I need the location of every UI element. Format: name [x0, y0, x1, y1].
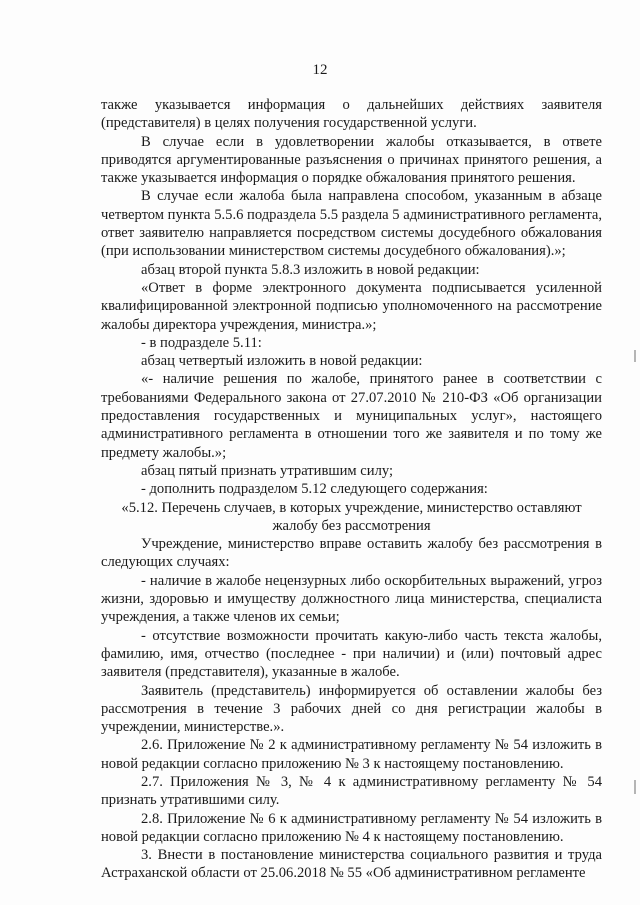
- section-heading: «5.12. Перечень случаев, в которых учреждение, министерство оставляют жалобу без рассмотрения: [121, 499, 582, 534]
- paragraph: абзац второй пункта 5.8.3 изложить в новой редакции:: [141, 261, 480, 278]
- paragraph: «Ответ в форме электронного документа подписывается усиленной квалифицированной электронной подписью уполномоченного на рассмотрение жалобы директора учреждения, министра.»;: [101, 279, 602, 333]
- paragraph: 3. Внести в постановление министерства социального развития и труда Астраханской области от 25.06.2018 № 55 «Об административном регламенте: [101, 847, 602, 882]
- paragraph: 2.6. Приложение № 2 к административному регламенту № 54 изложить в новой редакции согласно приложению № 3 к настоящему постановлению.: [101, 737, 602, 772]
- paragraph: Учреждение, министерство вправе оставить жалобу без рассмотрения в следующих случаях:: [101, 536, 602, 571]
- scan-mark: [634, 780, 636, 794]
- paragraph: также указывается информация о дальнейших действиях заявителя (представителя) в целях получения государственной услуги.: [101, 97, 602, 132]
- paragraph: Заявитель (представитель) информируется об оставлении жалобы без рассмотрения в течение 3 рабочих дней со дня регистрации жалобы в учреждении, министерстве.».: [101, 682, 602, 736]
- paragraph: «- наличие решения по жалобе, принятого ранее в соответствии с требованиями Федерального закона от 27.07.2010 № 210-ФЗ «Об организации предоставления государственных и муниципальных услуг», настоящего административного регламента в отношении того же заявителя и по тому же предмету жалобы.»;: [101, 371, 602, 461]
- page-number: 12: [312, 62, 328, 78]
- paragraph: В случае если жалоба была направлена способом, указанным в абзаце четвертом пункта 5.5.6 подраздела 5.5 раздела 5 административного регламента, ответ заявителю направляется посредством системы досудебного обжалования (при использовании министерством системы досудебного обжалования).»;: [101, 188, 602, 260]
- paragraph: - дополнить подразделом 5.12 следующего содержания:: [141, 481, 488, 498]
- scan-mark: [634, 350, 636, 362]
- paragraph: абзац четвертый изложить в новой редакции:: [141, 353, 423, 370]
- paragraph: - наличие в жалобе нецензурных либо оскорбительных выражений, угроз жизни, здоровью и имуществу должностного лица министерства, специалиста учреждения, а также членов их семьи;: [101, 572, 602, 626]
- paragraph: - отсутствие возможности прочитать какую-либо часть текста жалобы, фамилию, имя, отчество (последнее - при наличии) и (или) почтовый адрес заявителя (представителя), указанные в жалобе.: [101, 627, 602, 681]
- paragraph: 2.7. Приложения № 3, № 4 к административному регламенту № 54 признать утратившими силу.: [101, 773, 602, 809]
- paragraph: - в подразделе 5.11:: [141, 334, 262, 351]
- paragraph: В случае если в удовлетворении жалобы отказывается, в ответе приводятся аргументированные разъяснения о причинах принятого решения, а также указывается информация о порядке обжалования принятого решения.: [101, 133, 602, 187]
- document-body: [101, 96, 602, 883]
- paragraph: 2.8. Приложение № 6 к административному регламенту № 54 изложить в новой редакции согласно приложению № 4 к настоящему постановлению.: [101, 810, 602, 845]
- paragraph: абзац пятый признать утратившим силу;: [141, 462, 394, 479]
